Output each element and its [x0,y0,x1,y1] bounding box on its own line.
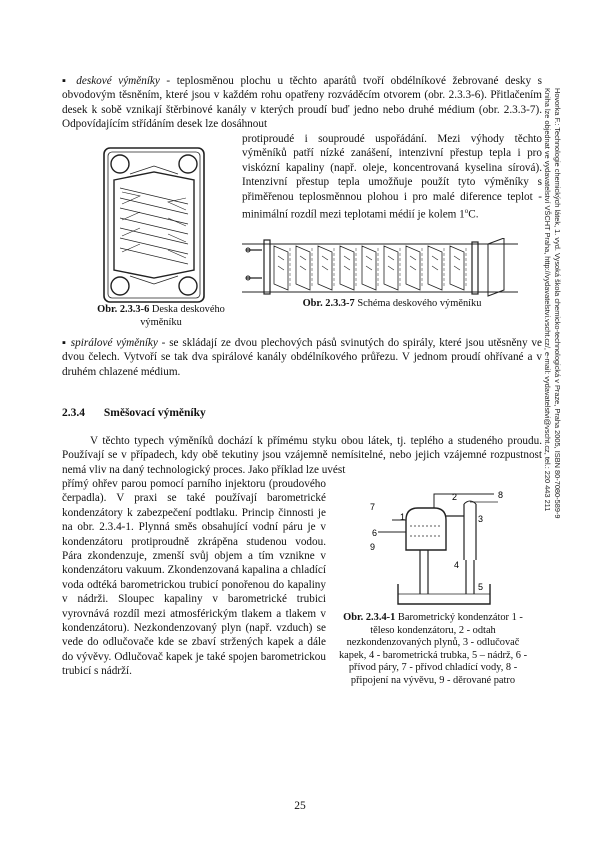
term-plate-exchangers: deskové výměníky [76,75,160,87]
paragraph-text: V těchto typech výměníků dochází k přímému styku obou látek, tj. teplého a studeného proudu. Používají se v případech, kdy obě tekutiny jsou vzájemně nemísitelné, nebo jejich vzájemné rozpustnost nemá vliv na daný technologický proces. Jako příklad lze uvést [62,435,542,476]
caption-fig-2-3-3-7 [272,298,512,311]
figure-caption: Deska deskového výměníku [140,304,225,328]
paragraph-text: přímý ohřev parou pomocí parního injektoru (proudového čerpadla). V praxi se také používají barometrické kondenzátory k zabezpečení podtlaku. Princip činnosti je na obr. 2.3.4-1. Plynná směs obsahující vodní páru je v kondenzátoru protiproudně zkrápěna studenou vodou. Pára zkondenzuje, zmenší svůj objem a tím vznikne v kondenzátoru vakuum. Zkondenzovaná kapalina a chladící voda odtéká barometrickou trubicí ponořenou do kapaliny v nádrži. Sloupec kapaliny v barometrické trubici vyrovnává rozdíl mezi atmosférickým tlakem a tlakem v kondenzátoru). Nezkondenzovaný plyn (např. vzduch) se vede do odlučovače kde se zbaví stržených kapek a dále do vývěvy. Odlučovač kapek je také spojen barometrickou trubicí s nádrží. [62,478,326,678]
section-heading [62,407,206,419]
paragraph-text: - se skládají ze dvou plechových pásů svinutých do spirály, které jsou utěsněny ve dvou čelech. Vytvoří se tak dva spirálové kanály obdélníkového průřezu. V jednom proudí ohřívané a v druhém chlazené médium. [62,337,542,378]
label-7: 7 [370,502,376,512]
label-5: 5 [478,582,484,592]
paragraph-mixing-exchangers [62,434,542,477]
paragraph-spiral-exchangers [62,336,542,379]
caption-fig-2-3-3-6 [86,304,236,329]
label-8: 8 [498,490,504,500]
figure-caption: Barometrický kondenzátor 1 - těleso kondenzátoru, 2 - odtah nezkondenzovaných plynů, 3 - odlučovač kapek, 4 - barometrická trubka, 5 – nádrž, 6 - přívod páry, 7 - přívod chladící vody, 8 - připojení na vývěvu, 9 - děrované patro [338,612,528,686]
paragraph-mixing-exchangers-cont [62,477,326,679]
paragraph-plate-exchangers: ▪ deskové výměníky - teplosměnou plochu u těchto aparátů tvoří obdélníkové žebrované desky s obvodovým těsněním, které jsou v každém rohu opatřeny rozváděcím otvorem (obr. 2.3.3-6). Přitlačením desek k sobě vznikají štěrbinové kanály v kterých proudí buď jedno nebo druhé médium (obr. 2.3.3-7). Odpovídajícím střídáním desek lze dosáhnout [62,75,543,131]
barometric-condenser-figure [358,490,508,610]
figure-number: Obr. 2.3.4-1 [343,612,396,623]
bullet: ▪ [62,337,67,349]
label-1: 1 [400,512,406,522]
page-number: 25 [294,800,306,812]
figure-number: Obr. 2.3.3-7 [302,298,355,309]
section-number: 2.3.4 [62,407,85,419]
figure-caption: Schéma deskového výměníku [357,298,482,309]
bullet: ▪ [62,75,70,87]
sidebar-line-2: Kniha lze objednat ve vydavatelství VŠCHT Praha, http://vydavatelstvi.vscht.cz/, e-mail: vydavatelstvi@vscht.cz, tel.: 220 443 211 [543,88,553,512]
plate-figure [100,146,210,304]
caption-fig-2-3-4-1 [336,612,530,688]
exchanger-schema-figure [242,238,542,298]
label-2: 2 [452,492,458,502]
section-title: Směšovací výměníky [103,407,206,419]
degree-sup: o [464,207,469,216]
term-spiral-exchangers: spirálové výměníky [70,337,158,349]
label-4: 4 [454,560,460,570]
sidebar-line-1: Hovorka F.: Technologie chemických látek, 1. vyd. Vysoká škola chemicko-technologická v Praze, Praha 2005, ISBN 80-7080-589-9 [553,88,562,519]
label-6: 6 [372,528,378,538]
label-3: 3 [478,514,484,524]
label-9: 9 [370,542,376,552]
paragraph-text: protiproudé i souproudé uspořádání. Mezi výhody těchto výměníků patří nízké zanášení, intenzivní přestup tepla i pro viskózní kapaliny (např. oleje, koncentrovaná kyselina sírová). Intenzivní přestup tepla umožňuje použít tyto výměníky s přiměřenou teplosměnnou plohou i pro malé diference teplot - minimální rozdíl mezi teplotami médií je kolem 1 [242,133,542,221]
paragraph-text: teplosměnou plochu u těchto aparátů tvoří obdélníkové žebrované desky s obvodovým těsněním, které jsou v každém rohu opatřeny rozváděcím otvorem (obr. 2.3.3-6). Přitlačením desek k sobě vznikají štěrbinové kanály v kterých proudí buď jedno nebo druhé médium (obr. 2.3.3-7). Odpovídajícím střídáním desek lze dosáhnout [62,75,543,131]
figure-number: Obr. 2.3.3-6 [97,304,150,315]
paragraph-plate-exchangers-cont: protiproudé i souproudé uspořádání. Mezi výhody těchto výměníků patří nízké zanášení, intenzivní přestup tepla i pro viskózní kapaliny (např. oleje, koncentrovaná kyselina sírová). Intenzivní přestup tepla umožňuje použít tyto výměníky s přiměřenou teplosměnnou plohou i pro malé diference teplot - minimální rozdíl mezi teplotami médií je kolem 1$^o$C. [242,133,542,221]
